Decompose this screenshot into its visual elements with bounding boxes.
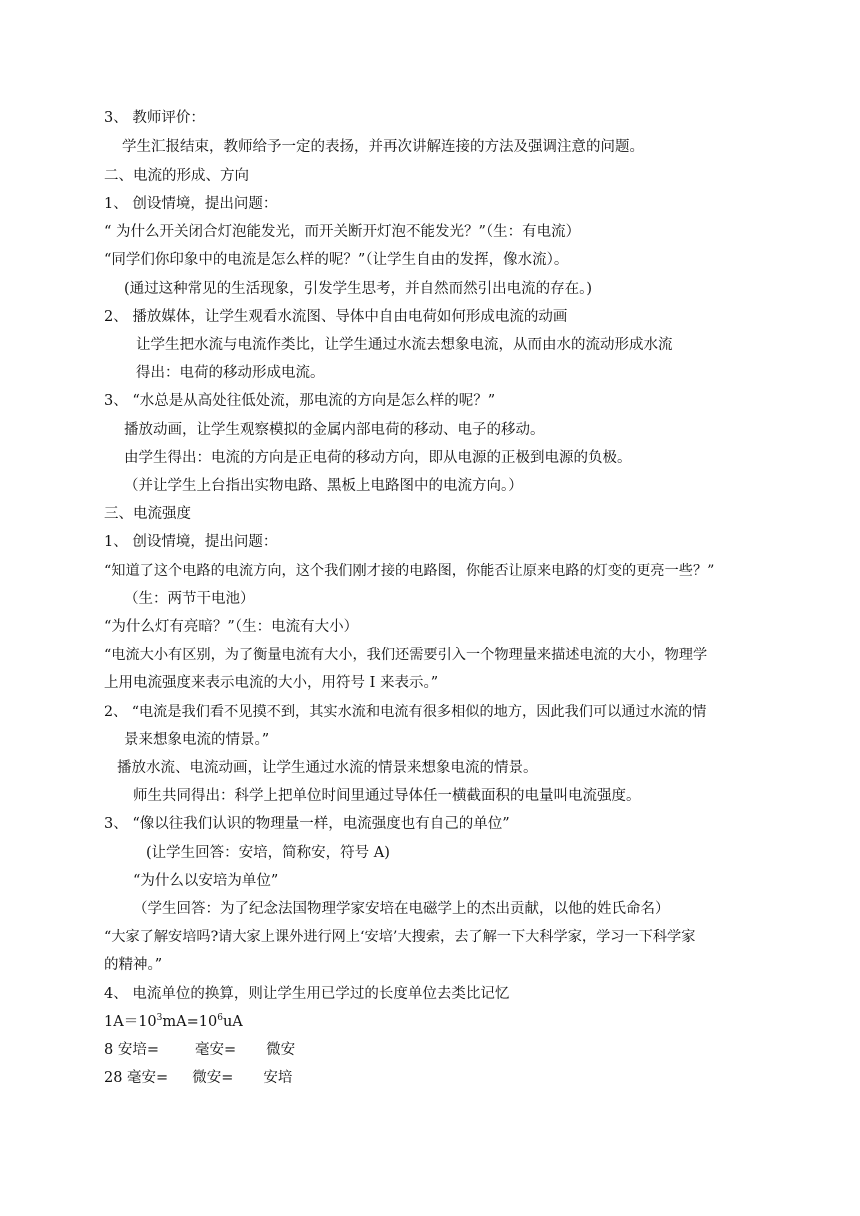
paragraph-text: 播放动画，让学生观察模拟的金属内部电荷的移动、电子的移动。 xyxy=(124,422,545,438)
paragraph-text: 由学生得出：电流的方向是正电荷的移动方向，即从电源的正极到电源的负极。 xyxy=(124,450,632,466)
formula-exponent: 6 xyxy=(217,1013,223,1023)
paragraph-text: “ 为什么开关闭合灯泡能发光，而开关断开灯泡不能发光？”（生：有电流） xyxy=(104,224,581,240)
list-item-text: 2、 “电流是我们看不见摸不到，其实水流和电流有很多相似的地方，因此我们可以通过水流的情 xyxy=(104,704,707,720)
paragraph-text: (通过这种常见的生活现象，引发学生思考，并自然而然引出电流的存在。) xyxy=(124,281,593,297)
paragraph-text: “为什么灯有亮暗？”（生：电流有大小） xyxy=(104,619,359,635)
paragraph-text: 师生共同得出：科学上把单位时间里通过导体任一横截面积的电量叫电流强度。 xyxy=(133,788,641,804)
paragraph-text: （学生回答：为了纪念法国物理学家安培在电磁学上的杰出贡献，以他的姓氏命名） xyxy=(133,901,670,917)
exercise-cell: 微安= xyxy=(192,1070,234,1086)
exercise-cell: 28 毫安= xyxy=(104,1070,169,1086)
item-3-teacher-evaluation: 3、 教师评价： xyxy=(104,110,205,126)
exercise-row xyxy=(104,1041,295,1059)
paragraph-text: （并让学生上台指出实物电路、黑板上电路图中的电流方向。） xyxy=(124,478,523,494)
exercise-cell: 微安 xyxy=(266,1042,296,1058)
exercise-cell: 8 安培= xyxy=(104,1042,159,1058)
paragraph-text: “电流大小有区别，为了衡量电流有大小，我们还需要引入一个物理量来描述电流的大小，物理学 xyxy=(104,647,708,663)
exercise-cell: 安培 xyxy=(263,1070,293,1086)
exercise-row xyxy=(104,1069,292,1087)
exercise-cell: 毫安= xyxy=(194,1042,237,1058)
list-item-text: 4、 电流单位的换算，则让学生用已学过的长度单位去类比记忆 xyxy=(104,986,510,1002)
paragraph-text: “为什么以安培为单位” xyxy=(133,873,279,889)
list-item-text: 2、 播放媒体，让学生观看水流图、导体中自由电荷如何形成电流的动画 xyxy=(104,309,568,325)
paragraph-text: （生：两节干电池） xyxy=(124,591,255,607)
formula-exponent: 3 xyxy=(156,1013,163,1023)
paragraph-text: (让学生回答：安培，简称安，符号 A) xyxy=(146,845,390,861)
paragraph-text: 让学生把水流与电流作类比，让学生通过水流去想象电流，从而由水的流动形成水流 xyxy=(136,337,673,353)
formula-part: uA xyxy=(222,1014,243,1030)
paragraph-text: 播放水流、电流动画，让学生通过水流的情景来想象电流的情景。 xyxy=(117,760,538,776)
paragraph-text: 的精神。” xyxy=(104,957,163,973)
paragraph-text: “大家了解安培吗?请大家上课外进行网上‘安培’大搜索，去了解一下大科学家，学习一下科学家 xyxy=(104,929,696,945)
list-item-text: 1、 创设情境，提出问题： xyxy=(104,534,278,550)
list-item-text: 3、 “像以往我们认识的物理量一样，电流强度也有自己的单位” xyxy=(104,816,510,832)
section-heading-current-formation: 二、电流的形成、方向 xyxy=(104,168,249,184)
paragraph-text: 景来想象电流的情景。” xyxy=(124,732,270,748)
formula-part: mA=10 xyxy=(162,1014,218,1030)
paragraph-text: 得出：电荷的移动形成电流。 xyxy=(136,365,325,381)
paragraph-text: “知道了这个电路的电流方向，这个我们刚才接的电路图，你能否让原来电路的灯变的更亮一些？” xyxy=(104,563,715,579)
section-heading-current-strength: 三、电流强度 xyxy=(104,506,191,522)
unit-conversion-formula xyxy=(104,1013,243,1031)
paragraph-text: 学生汇报结束，教师给予一定的表扬，并再次讲解连接的方法及强调注意的问题。 xyxy=(122,139,644,155)
list-item-text: 3、 “水总是从高处往低处流，那电流的方向是怎么样的呢？” xyxy=(104,393,496,409)
formula-part: 1A＝10 xyxy=(104,1014,157,1030)
paragraph-text: “同学们你印象中的电流是怎么样的呢？”（让学生自由的发挥，像水流）。 xyxy=(104,252,569,268)
list-item-text: 1、 创设情境，提出问题： xyxy=(104,196,278,212)
paragraph-text: 上用电流强度来表示电流的大小，用符号 I 来表示。” xyxy=(104,675,439,691)
